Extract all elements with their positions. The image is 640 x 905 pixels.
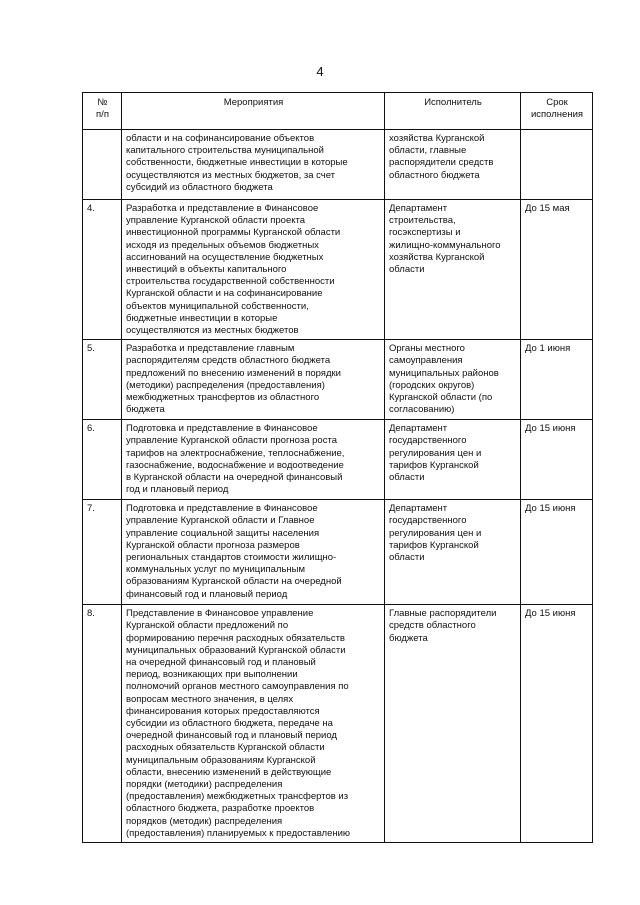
row-term: До 1 июня — [521, 340, 593, 420]
header-num: № п/п — [83, 93, 122, 130]
row-executor: Главные распорядители средств областного бюджета — [385, 605, 521, 843]
row-executor: Департамент государственного регулирования цен и тарифов Курганской области — [385, 500, 521, 605]
header-event: Мероприятия — [122, 93, 385, 130]
row-executor: Департамент государственного регулирования цен и тарифов Курганской области — [385, 420, 521, 500]
row-event: Представление в Финансовое управление Курганской области предложений по формированию перечня расходных обязательств муниципальных образований Курганской области на очередной финансовый год и плановый период, возникающих при выполнении полномочий органов местного самоуправления по вопросам местного значения, в целях финансирования которых предоставляются субсидии из областного бюджета, передаче на очередной финансовый год и плановый период расходных обязательств Курганской области муниципальным образованиям Курганской области, внесению изменений в действующие порядки (методики) распределения (предоставления) межбюджетных трансфертов из областного бюджета, разработке проектов порядков (методик) распределения (предоставления) планируемых к предоставлению — [122, 605, 385, 843]
row-executor: Органы местного самоуправления муниципальных районов (городских округов) Курганской области (по согласованию) — [385, 340, 521, 420]
table-header-row — [83, 93, 593, 130]
row-num: 5. — [83, 340, 122, 420]
table-row — [83, 605, 593, 843]
row-term: До 15 июня — [521, 605, 593, 843]
row-executor: Департамент строительства, госэкспертизы и жилищно-коммунального хозяйства Курганской области — [385, 200, 521, 340]
row-event: Подготовка и представление в Финансовое управление Курганской области прогноза роста тарифов на электроснабжение, теплоснабжение, газоснабжение, водоснабжение и водоотведение в Курганской области на очередной финансовый год и плановый период — [122, 420, 385, 500]
row-event: Разработка и представление главным распорядителям средств областного бюджета предложений по внесению изменений в порядки (методики) распределения (предоставления) межбюджетных трансфертов из областного бюджета — [122, 340, 385, 420]
header-term: Срок исполнения — [521, 93, 593, 130]
row-term: До 15 июня — [521, 420, 593, 500]
row-event: области и на софинансирование объектов капитального строительства муниципальной собственности, бюджетные инвестиции в которые осуществляются из местных бюджетов, за счет субсидий из областного бюджета — [122, 130, 385, 200]
table-row — [83, 200, 593, 340]
table-row — [83, 420, 593, 500]
row-term: До 15 июня — [521, 500, 593, 605]
table-row — [83, 500, 593, 605]
row-event: Подготовка и представление в Финансовое управление Курганской области и Главное управление социальной защиты населения Курганской области прогноза размеров региональных стандартов стоимости жилищно- коммунальных услуг по муниципальным образованиям Курганской области на очередной финансовый год и плановый период — [122, 500, 385, 605]
row-executor: хозяйства Курганской области, главные распорядители средств областного бюджета — [385, 130, 521, 200]
row-num: 7. — [83, 500, 122, 605]
row-term: До 15 мая — [521, 200, 593, 340]
row-num: 4. — [83, 200, 122, 340]
row-event: Разработка и представление в Финансовое управление Курганской области проекта инвестиционной программы Курганской области исходя из предельных объемов бюджетных ассигнований на осуществление бюджетных инвестиций в объекты капитального строительства государственной собственности Курганской области и на софинансирование объектов муниципальной собственности, бюджетные инвестиции в которые осуществляются из местных бюджетов — [122, 200, 385, 340]
measures-table — [82, 92, 593, 843]
table-row — [83, 340, 593, 420]
header-executor: Исполнитель — [385, 93, 521, 130]
row-term — [521, 130, 593, 200]
page-number: 4 — [316, 64, 324, 79]
table-row — [83, 130, 593, 200]
row-num — [83, 130, 122, 200]
row-num: 8. — [83, 605, 122, 843]
row-num: 6. — [83, 420, 122, 500]
